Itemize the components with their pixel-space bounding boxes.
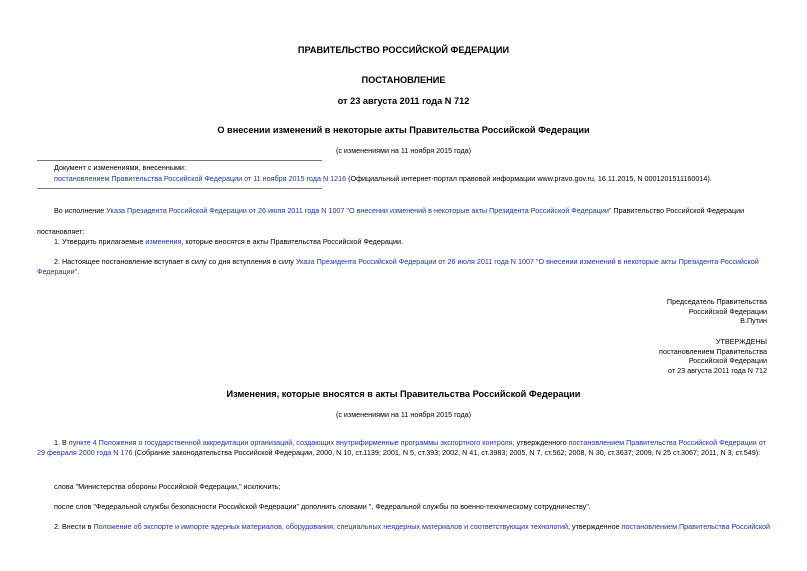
signature-line-2: Российской Федерации bbox=[688, 306, 767, 316]
changes-paragraph-1 bbox=[37, 438, 769, 457]
resolution-176-link[interactable]: постановлением Правительства Российской Федерации от 29 февраля 2000 года N 176 bbox=[37, 438, 766, 457]
preamble-prefix: Во исполнение bbox=[54, 206, 107, 215]
changes-section-revision: (с изменениями на 11 ноября 2015 года) bbox=[335, 410, 472, 419]
changes-bottom-divider bbox=[37, 188, 322, 189]
preamble bbox=[54, 206, 744, 216]
item-2-prefix: 2. Настоящее постановление вступает в силу со дня вступления в силу bbox=[54, 257, 296, 266]
presidential-decree-link[interactable]: Указа Президента Российской Федерации от 26 июля 2011 года N 1007 "О внесении изменений в некоторые акты Президента Российской Федерации" bbox=[106, 206, 612, 215]
changes-paragraph-1a: слова "Министерства обороны Российской Федерации," исключить; bbox=[54, 482, 281, 491]
signature-block bbox=[667, 297, 767, 326]
p2-prefix: 2. Внести в bbox=[54, 522, 94, 531]
changes-line bbox=[54, 174, 712, 184]
approved-line-4: от 23 августа 2011 года N 712 bbox=[668, 365, 767, 375]
government-heading: ПРАВИТЕЛЬСТВО РОССИЙСКОЙ ФЕДЕРАЦИИ bbox=[297, 45, 510, 55]
changes-paragraph-1b: после слов "Федеральной службы безопасности Российской Федерации" дополнить словами ", Федеральной службы по военно-техническому сотрудничеству". bbox=[54, 502, 591, 511]
p1-suffix: (Собрание законодательства Российской Федерации, 2000, N 10, ст.1139; 2001, N 5, ст.393; 2002, N 41, ст.3983; 2005, N 7, ст.562; 2008, N 30, ст.3637; 2009, N 25 ст.3067; 2011, N 3, ст.549): bbox=[132, 447, 761, 457]
item-1 bbox=[54, 237, 403, 247]
preamble-suffix: Правительство Российской Федерации bbox=[611, 206, 745, 215]
changes-link[interactable]: изменения bbox=[145, 237, 182, 246]
item-2-suffix: . bbox=[77, 266, 80, 276]
changes-top-divider bbox=[37, 160, 322, 161]
document-type: ПОСТАНОВЛЕНИЕ bbox=[361, 75, 446, 85]
signature-name: В.Путин bbox=[740, 316, 767, 325]
approved-line-1: УТВЕРЖДЕНЫ bbox=[715, 337, 767, 346]
p2-resolution-link[interactable]: постановлением Правительства Российской bbox=[621, 522, 771, 531]
approved-line-3: Российской Федерации bbox=[688, 356, 767, 365]
nuclear-export-regulation-link[interactable]: Положение об экспорте и импорте ядерных материалов, оборудования, специальных неядерных материалов и соответствующих технологий bbox=[93, 522, 569, 531]
amendment-source: (Официальный интернет-портал правовой информации www.pravo.gov.ru, 16.11.2015, N 0001201511160014). bbox=[346, 174, 712, 183]
document-title: О внесении изменений в некоторые акты Правительства Российской Федерации bbox=[217, 125, 590, 135]
approved-line-2: постановлением Правительства bbox=[659, 346, 767, 356]
revision-note: (с изменениями на 11 ноября 2015 года) bbox=[335, 146, 472, 155]
changes-section-title: Изменения, которые вносятся в акты Правительства Российской Федерации bbox=[226, 389, 581, 399]
changes-paragraph-2 bbox=[54, 522, 770, 532]
amendment-link[interactable]: постановлением Правительства Российской Федерации от 11 ноября 2015 года N 1216 bbox=[54, 174, 347, 183]
p1-prefix: 1. В bbox=[54, 438, 69, 447]
signature-line-1: Председатель Правительства bbox=[666, 297, 767, 306]
accreditation-regulation-link[interactable]: пункте 4 Положения о государственной аккредитации организаций, создающих внутрифирменные программы экспортного контроля bbox=[68, 438, 513, 447]
item-2-decree-link[interactable]: Указа Президента Российской Федерации от 26 июля 2011 года N 1007 "О внесении изменений в некоторые акты Президента Российской Федерации" bbox=[37, 257, 759, 276]
decides-word: постановляет: bbox=[37, 227, 85, 236]
item-2 bbox=[37, 257, 769, 276]
changes-label: Документ с изменениями, внесенными: bbox=[54, 163, 186, 172]
p2-mid: , утвержденное bbox=[568, 522, 622, 531]
approved-block bbox=[659, 337, 767, 375]
item-1-suffix: , которые вносятся в акты Правительства Российской Федерации. bbox=[181, 237, 403, 246]
p1-mid: , утвержденного bbox=[512, 438, 569, 447]
item-1-prefix: 1. Утвердить прилагаемые bbox=[54, 237, 146, 246]
document-date-number: от 23 августа 2011 года N 712 bbox=[337, 96, 470, 106]
